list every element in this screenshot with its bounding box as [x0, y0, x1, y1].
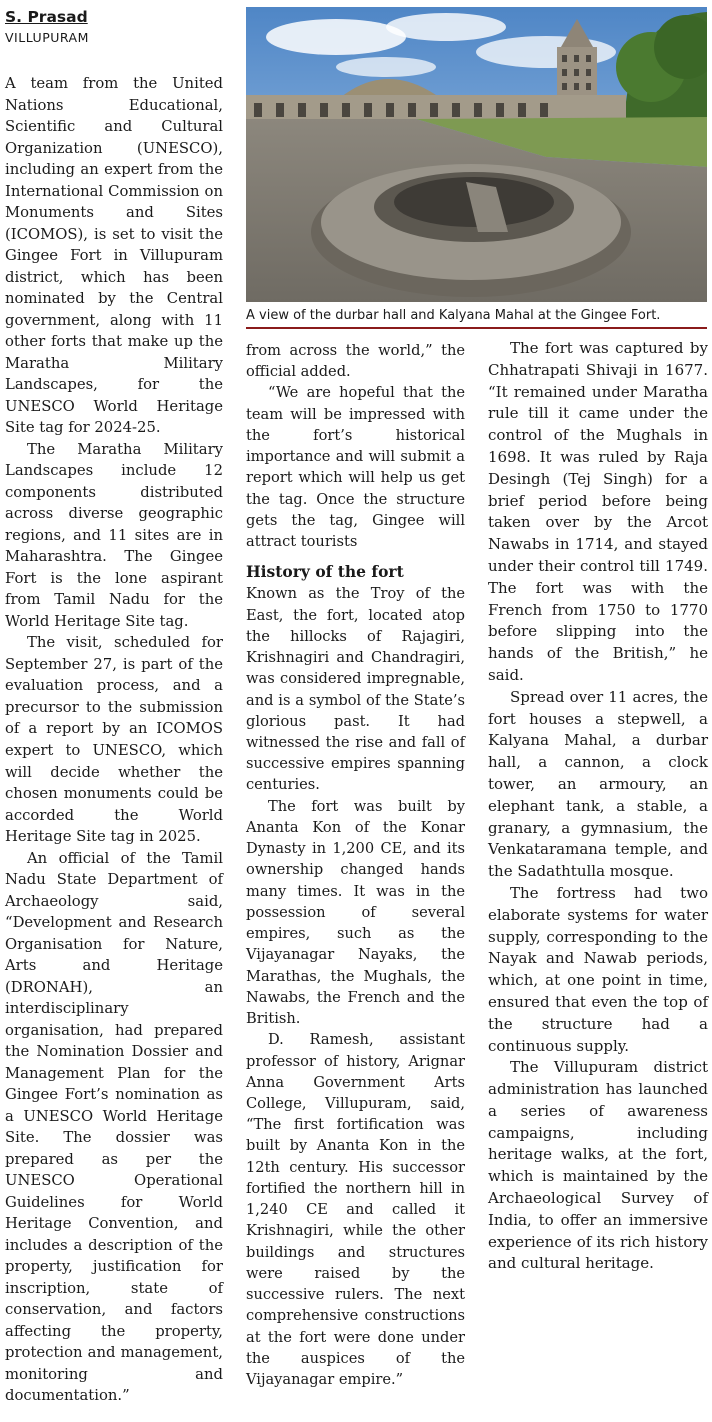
paragraph-4-continued: from across the world,” the official added. — [246, 342, 465, 381]
fort-photo — [246, 7, 707, 302]
column-1 — [5, 8, 223, 1407]
column-2 — [246, 340, 465, 1390]
byline-author: S. Prasad — [5, 8, 88, 26]
paragraph-3: The visit, scheduled for September 27, is part of the evaluation process, and a precursor to the submission of a report by an ICOMOS expert to UNESCO, which will decide whether the chosen monuments could be accorded the World Heritage Site tag in 2025. — [5, 634, 223, 846]
paragraph-2: The Maratha Military Landscapes include 12 components distributed across diverse geographic regions, and 11 sites are in Maharashtra. The Gingee Fort is the lone aspirant from Tamil Nadu for the World Heritage Site tag. — [5, 440, 223, 630]
paragraph-12: The Villupuram district administration has launched a series of awareness campaigns, including heritage walks, at the fort, which is maintained by the Archaeological Survey of India, to offer an immersive experience of its rich history and cultural heritage. — [488, 1058, 708, 1273]
paragraph-5: “We are hopeful that the team will be impressed with the fort’s historical importance and will submit a report which will help us get the tag. Once the structure gets the tag, Gingee will attract tourists — [246, 384, 465, 551]
paragraph-9: The fort was captured by Chhatrapati Shivaji in 1677. “It remained under Maratha rule till it came under the control of the Mughals in 1698. It was ruled by Raja Desingh (Tej Singh) for a brief period before being taken over by the Arcot Nawabs in 1714, and stayed under their control till 1749. The fort was with the French from 1750 to 1770 before slipping into the hands of the British,” he said. — [488, 339, 708, 684]
paragraph-1: A team from the United Nations Educational, Scientific and Cultural Organization (UNESCO), including an expert from the International Commission on Monuments and Sites (ICOMOS), is set to visit the Gingee Fort in Villupuram district, which has been nominated by the Central government, along with 11 other forts that make up the Maratha Military Landscapes, for the UNESCO World Heritage Site tag for 2024-25. — [5, 75, 223, 437]
photo-caption: A view of the durbar hall and Kalyana Mahal at the Gingee Fort. — [246, 308, 661, 323]
paragraph-7: The fort was built by Ananta Kon of the Konar Dynasty in 1,200 CE, and its ownership changed hands many times. It was in the possession of several empires, such as the Vijayanagar Nayaks, the Marathas, the Mughals, the Nawabs, the French and the British. — [246, 797, 465, 1028]
column-3 — [488, 338, 708, 1275]
paragraph-11: The fortress had two elaborate systems for water supply, corresponding to the Nayak and Nawab periods, which, at one point in time, ensured that even the top of the structure had a continuous supply. — [488, 883, 708, 1055]
caption-rule — [246, 327, 707, 329]
paragraph-8: D. Ramesh, assistant professor of history, Arignar Anna Government Arts College, Villupuram, said, “The first fortification was built by Ananta Kon in the 12th century. His successor fortified the northern hill in 1,240 CE and called it Krishnagiri, while the other buildings and structures were raised by the successive rulers. The next comprehensive constructions at the fort were done under the auspices of the Vijayanagar empire.” — [246, 1031, 465, 1389]
paragraph-10: Spread over 11 acres, the fort houses a stepwell, a Kalyana Mahal, a durbar hall, a cannon, a clock tower, an armoury, an elephant tank, a stable, a granary, a gymnasium, the Venkataramana temple, and the Sadathtulla mosque. — [488, 687, 708, 881]
paragraph-6: Known as the Troy of the East, the fort, located atop the hillocks of Rajagiri, Krishnagiri and Chandragiri, was considered impregnable, and is a symbol of the State’s glorious past. It had witnessed the rise and fall of successive empires spanning centuries. — [246, 585, 465, 794]
byline-place: VILLUPURAM — [5, 30, 89, 45]
subhead-history: History of the fort — [246, 562, 404, 582]
paragraph-4: An official of the Tamil Nadu State Department of Archaeology said, “Development and Research Organisation for Nature, Arts and Heritage (DRONAH), an interdisciplinary organisation, had prepared the Nomination Dossier and Management Plan for the Gingee Fort’s nomination as a UNESCO World Heritage Site. The dossier was prepared as per the UNESCO Operational Guidelines for World Heritage Convention, and includes a description of the property, justification for inscription, state of conservation, and factors affecting the property, protection and management, monitoring and documentation.” — [5, 849, 223, 1405]
